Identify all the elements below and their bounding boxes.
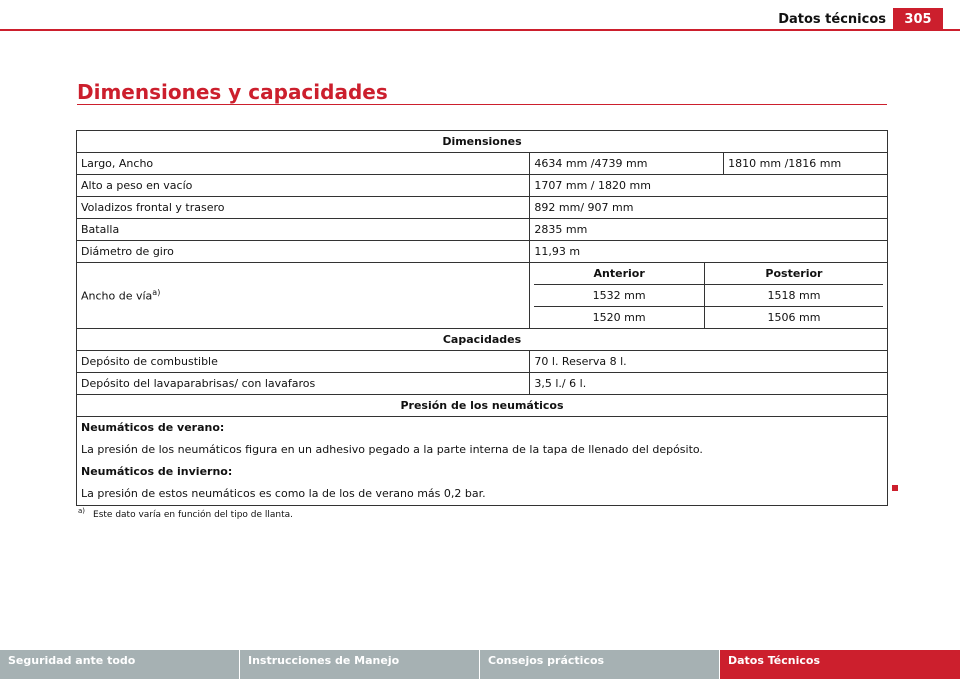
row-label: Voladizos frontal y trasero [77, 197, 530, 219]
tyre-pressure-heading: Presión de los neumáticos [77, 395, 888, 417]
track-width-label: Ancho de vía [81, 289, 153, 303]
footer-nav [0, 650, 960, 679]
tyre-pressure-notes [77, 417, 888, 506]
capacities-heading-row [77, 329, 888, 351]
rear-track-value: 1518 mm [704, 285, 883, 307]
row-label: Depósito de combustible [77, 351, 530, 373]
row-value-width: 1810 mm /1816 mm [724, 153, 888, 175]
row-label: Diámetro de giro [77, 241, 530, 263]
capacities-heading: Capacidades [77, 329, 888, 351]
winter-tyres-label: Neumáticos de invierno: [81, 465, 233, 478]
table-row [77, 373, 888, 395]
row-value: 4634 mm /4739 mm [530, 153, 724, 175]
page-number: 305 [893, 8, 943, 31]
table-row [77, 153, 888, 175]
rear-track-value: 1506 mm [767, 311, 821, 324]
specs-table [76, 130, 888, 506]
tyre-pressure-notes-row [77, 417, 888, 506]
section-end-marker [892, 485, 898, 491]
row-label: Depósito del lavaparabrisas/ con lavafaros [77, 373, 530, 395]
table-row [77, 197, 888, 219]
row-label: Batalla [77, 219, 530, 241]
row-value: 70 l. Reserva 8 l. [530, 351, 888, 373]
table-row [534, 307, 883, 329]
tyre-pressure-heading-row [77, 395, 888, 417]
footnote-text: Este dato varía en función del tipo de llanta. [93, 510, 294, 520]
title-rule [77, 104, 887, 105]
row-label: Alto a peso en vacío [77, 175, 530, 197]
footer-tab-seguridad[interactable]: Seguridad ante todo [0, 650, 240, 679]
table-row [77, 219, 888, 241]
table-row [534, 285, 883, 307]
dimensions-heading-row [77, 131, 888, 153]
summer-tyres-label: Neumáticos de verano: [81, 421, 225, 434]
footer-tab-instrucciones[interactable]: Instrucciones de Manejo [240, 650, 480, 679]
footer-tab-consejos[interactable]: Consejos prácticos [480, 650, 720, 679]
front-track-value: 1532 mm [534, 285, 704, 307]
footnote-ref: a) [152, 288, 161, 298]
table-row [77, 241, 888, 263]
dimensions-heading: Dimensiones [77, 131, 888, 153]
table-row [77, 175, 888, 197]
header-rule [0, 29, 960, 31]
track-width-label-cell [77, 263, 530, 329]
row-value: 1707 mm / 1820 mm [530, 175, 888, 197]
front-track-heading: Anterior [534, 263, 704, 285]
footnote-marker: a) [78, 507, 86, 515]
running-title: Datos técnicos [778, 12, 886, 27]
track-width-row [77, 263, 888, 329]
row-value: 2835 mm [530, 219, 888, 241]
winter-tyres-text: La presión de estos neumáticos es como la de los de verano más 0,2 bar. [81, 487, 486, 500]
track-width-values [530, 263, 888, 329]
footnote [78, 507, 293, 520]
row-value: 892 mm/ 907 mm [530, 197, 888, 219]
row-value: 11,93 m [530, 241, 888, 263]
track-width-subtable [534, 263, 883, 328]
page-title: Dimensiones y capacidades [77, 80, 388, 104]
summer-tyres-text: La presión de los neumáticos figura en un adhesivo pegado a la parte interna de la tapa de llenado del depósito. [81, 443, 703, 456]
table-row [77, 351, 888, 373]
row-label: Largo, Ancho [77, 153, 530, 175]
rear-track-heading: Posterior [704, 263, 883, 285]
row-value: 3,5 l./ 6 l. [530, 373, 888, 395]
front-track-value: 1520 mm [534, 307, 704, 329]
footer-tab-datos-tecnicos[interactable]: Datos Técnicos [720, 650, 960, 679]
